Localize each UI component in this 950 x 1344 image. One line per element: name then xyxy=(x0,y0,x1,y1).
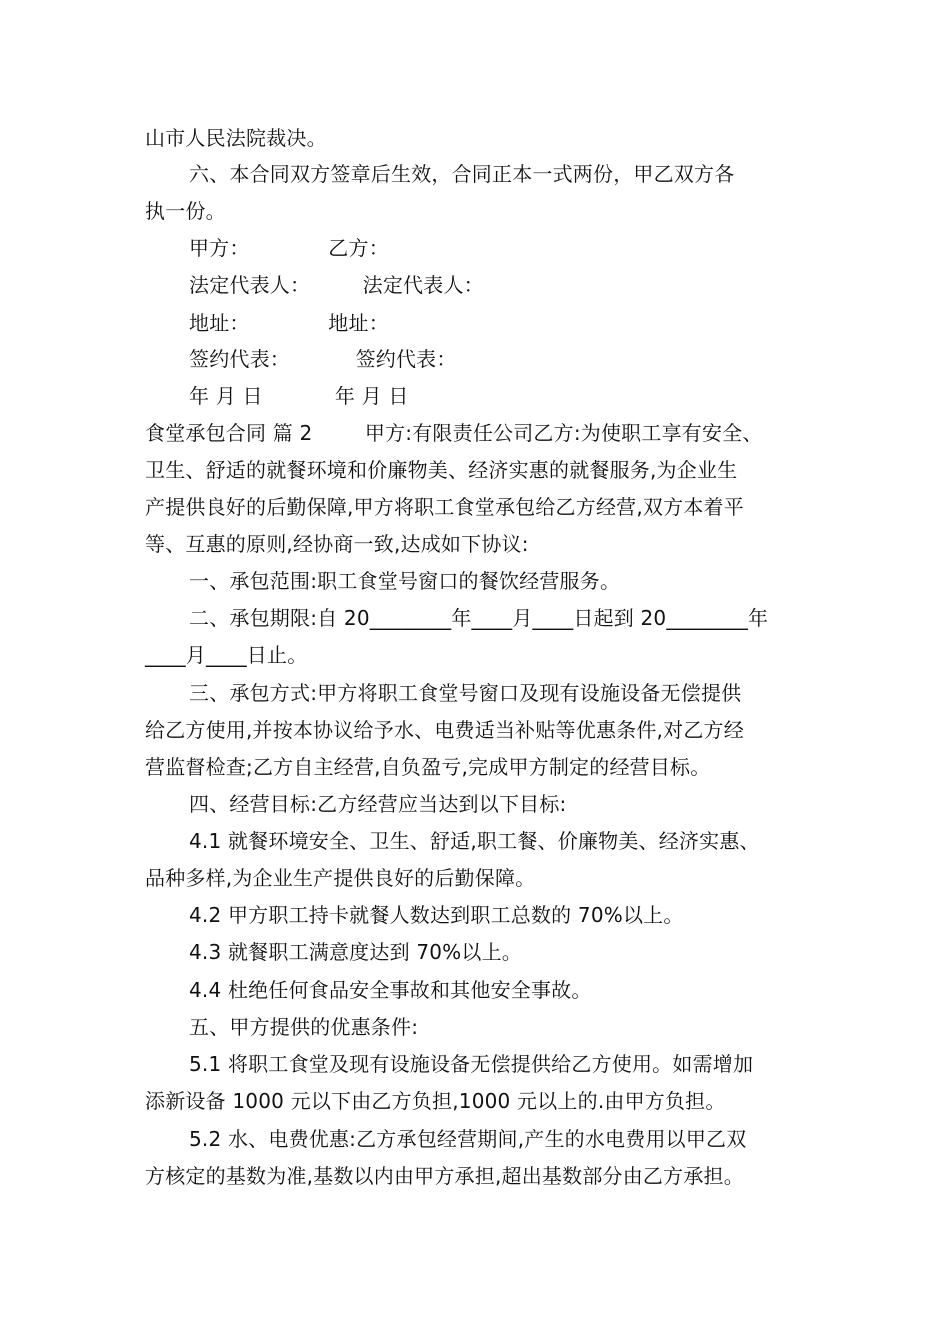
signature-party-line: 甲方： 乙方： xyxy=(189,236,389,260)
text-line: 六、本合同双方签章后生效，合同正本一式两份，甲乙双方各 xyxy=(189,162,735,186)
text-line: 三、承包方式:甲方将职工食堂号窗口及现有设施设备无偿提供 xyxy=(189,681,742,705)
text-line: 5.1 将职工食堂及现有设施设备无偿提供给乙方使用。如需增加 xyxy=(189,1052,754,1076)
text-line: 执一份。 xyxy=(145,199,226,223)
text-line: 营监督检查;乙方自主经营,自负盈亏,完成甲方制定的经营目标。 xyxy=(145,755,711,779)
text-line: 等、互惠的原则,经协商一致,达成如下协议: xyxy=(145,532,529,556)
signature-date-line: 年 月 日 年 月 日 xyxy=(189,384,409,408)
text-line: 4.1 就餐环境安全、卫生、舒适,职工餐、价廉物美、经济实惠、 xyxy=(189,829,760,853)
text-line: 一、承包范围:职工食堂号窗口的餐饮经营服务。 xyxy=(189,569,621,593)
text-line: 山市人民法院裁决。 xyxy=(145,126,327,150)
text-line: 4.3 就餐职工满意度达到 70%以上。 xyxy=(189,940,522,964)
text-line: 卫生、舒适的就餐环境和价廉物美、经济实惠的就餐服务,为企业生 xyxy=(145,458,738,482)
text-line: 4.2 甲方职工持卡就餐人数达到职工总数的 70%以上。 xyxy=(189,903,684,927)
text-line: 产提供良好的后勤保障,甲方将职工食堂承包给乙方经营,双方本着平 xyxy=(145,495,744,519)
text-line: 方核定的基数为准,基数以内由甲方承担,超出基数部分由乙方承担。 xyxy=(145,1164,744,1188)
text-line: 给乙方使用,并按本协议给予水、电费适当补贴等优惠条件,对乙方经 xyxy=(145,718,744,742)
text-line: 二、承包期限:自 20________年____月____日起到 20________年 xyxy=(189,606,769,630)
text-line: ____月____日止。 xyxy=(145,643,308,667)
section-heading-line: 食堂承包合同 篇 2 甲方:有限责任公司乙方:为使职工享有安全、 xyxy=(145,421,763,445)
text-line: 五、甲方提供的优惠条件: xyxy=(189,1015,419,1039)
text-line: 4.4 杜绝任何食品安全事故和其他安全事故。 xyxy=(189,978,592,1002)
text-line: 5.2 水、电费优惠:乙方承包经营期间,产生的水电费用以甲乙双 xyxy=(189,1127,747,1151)
signature-representative-line: 法定代表人： 法定代表人： xyxy=(189,273,484,297)
text-line: 四、经营目标:乙方经营应当达到以下目标: xyxy=(189,792,567,816)
signature-agent-line: 签约代表： 签约代表： xyxy=(189,347,457,371)
text-line: 品种多样,为企业生产提供良好的后勤保障。 xyxy=(145,866,536,890)
text-line: 添新设备 1000 元以下由乙方负担,1000 元以上的.由甲方负担。 xyxy=(145,1089,726,1113)
signature-address-line: 地址： 地址： xyxy=(189,311,389,335)
